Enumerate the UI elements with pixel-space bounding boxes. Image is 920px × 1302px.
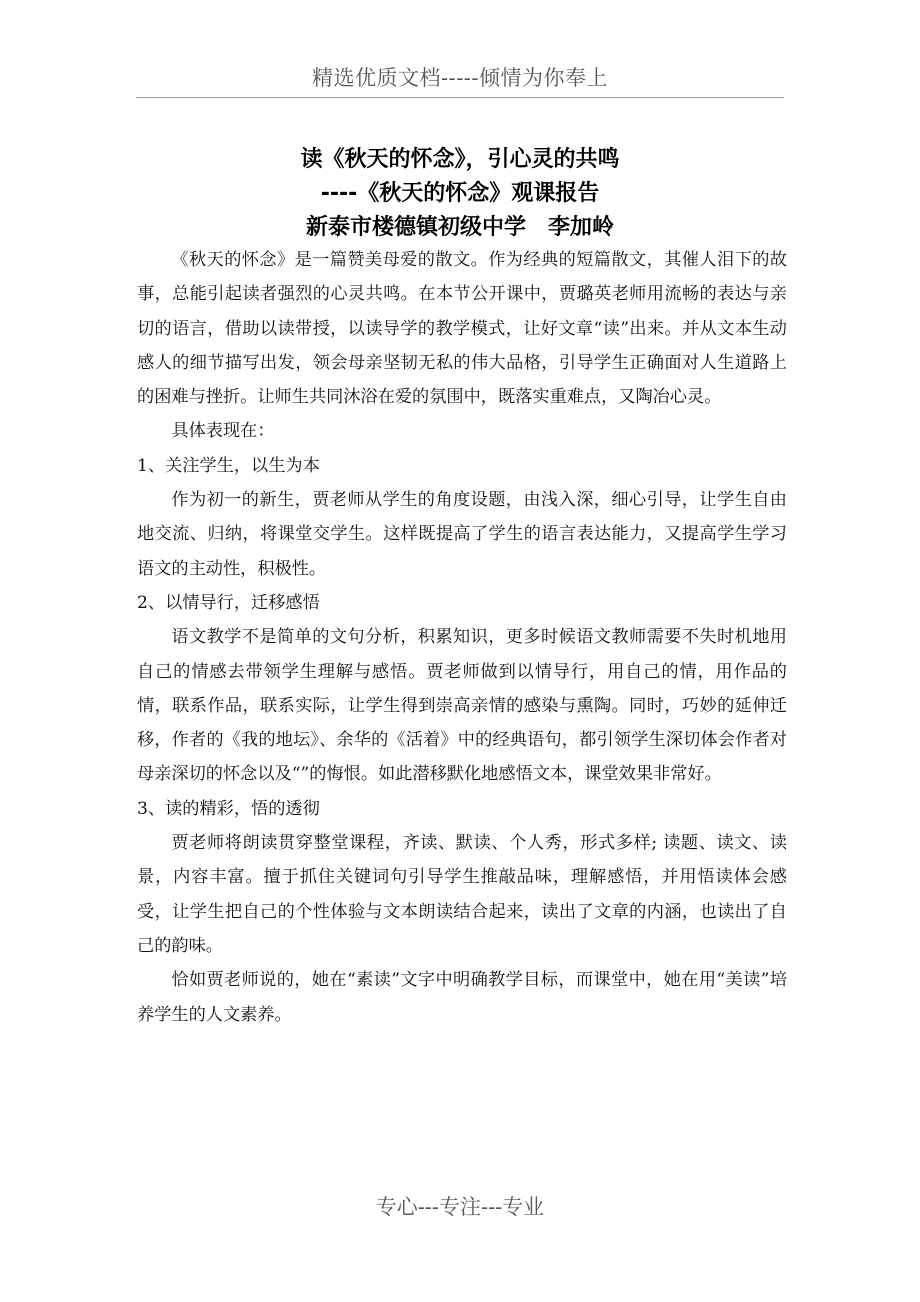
lead-paragraph: 具体表现在： bbox=[171, 421, 275, 442]
title-block bbox=[0, 143, 920, 245]
section-paragraph-3: 贾老师将朗读贯穿整堂课程，齐读、默读、个人秀，形式多样; 读题、读文、读景，内容丰富。擅于抓住关键词句引导学生推敲品味，理解感悟，并用悟读体会感受，让学生把自己的个性体验与文本朗读结合起来，读出了文章的内涵，也读出了自己的韵味。 bbox=[137, 833, 787, 956]
section-heading-2: 2、以情导行，迁移感悟 bbox=[137, 592, 320, 613]
document-title: 读《秋天的怀念》，引心灵的共鸣 bbox=[300, 147, 620, 172]
section-heading-1: 1、关注学生，以生为本 bbox=[137, 455, 320, 476]
intro-paragraph: 《秋天的怀念》是一篇赞美母爱的散文。作为经典的短篇散文，其催人泪下的故事，总能引起读者强烈的心灵共鸣。在本节公开课中，贾璐英老师用流畅的表达与亲切的语言，借助以读带授，以读导学的教学模式，让好文章“读”出来。并从文本生动感人的细节描写出发，领会母亲坚韧无私的伟大品格，引导学生正确面对人生道路上的困难与挫折。让师生共同沐浴在爱的氛围中，既落实重难点，又陶冶心灵。 bbox=[137, 250, 787, 408]
author-line: 新泰市楼德镇初级中学 李加岭 bbox=[305, 215, 614, 240]
page-header: 精选优质文档-----倾情为你奉上 bbox=[312, 66, 608, 90]
document-subtitle: ----《秋天的怀念》观课报告 bbox=[320, 181, 600, 206]
section-paragraph-1: 作为初一的新生，贾老师从学生的角度设题，由浅入深，细心引导，让学生自由地交流、归纳，将课堂交学生。这样既提高了学生的语言表达能力，又提高学生学习语文的主动性，积极性。 bbox=[137, 490, 787, 579]
document-body bbox=[137, 243, 787, 1032]
header-divider bbox=[136, 97, 784, 98]
page-footer: 专心---专注---专业 bbox=[375, 1195, 545, 1219]
section-heading-3: 3、读的精彩，悟的透彻 bbox=[137, 798, 320, 819]
closing-paragraph: 恰如贾老师说的，她在“素读”文字中明确教学目标，而课堂中，她在用“美读”培养学生的人文素养。 bbox=[137, 970, 787, 1025]
section-paragraph-2: 语文教学不是简单的文句分析，积累知识，更多时候语文教师需要不失时机地用自己的情感去带领学生理解与感悟。贾老师做到以情导行，用自己的情，用作品的情，联系作品，联系实际，让学生得到崇高亲情的感染与熏陶。同时，巧妙的延伸迁移，作者的《我的地坛》、余华的《活着》中的经典语句，都引领学生深切体会作者对母亲深切的怀念以及“”的悔恨。如此潜移默化地感悟文本，课堂效果非常好。 bbox=[137, 627, 787, 785]
